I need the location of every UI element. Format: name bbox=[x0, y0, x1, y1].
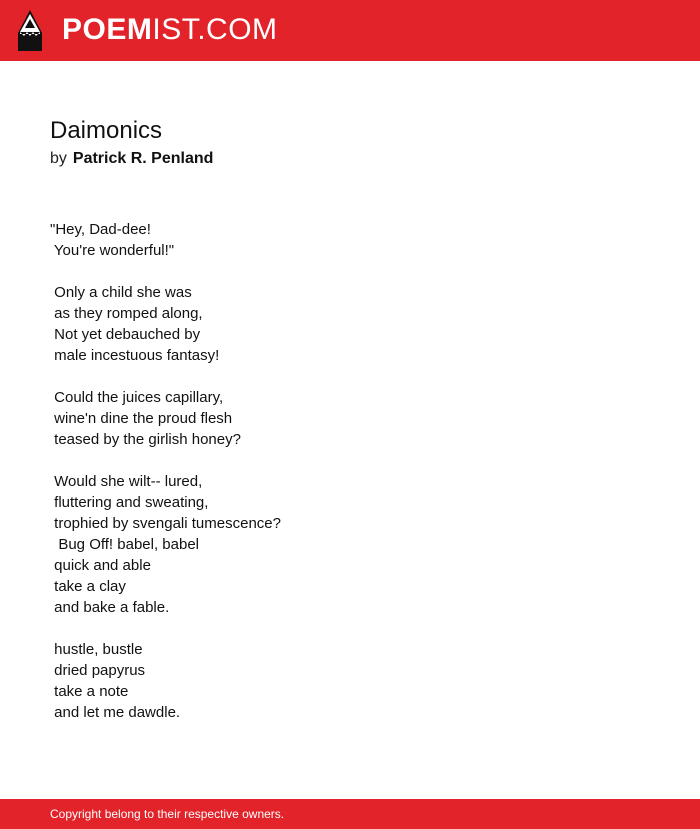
author-name: Patrick R. Penland bbox=[72, 150, 214, 167]
logo-text-bold: POEM bbox=[62, 13, 153, 46]
poem-title: Daimonics bbox=[50, 117, 163, 144]
poem-body: "Hey, Dad-dee! You're wonderful!" Only a child she was as they romped along, Not yet debauched by male incestuous fantasy! Could the juices capillary, wine'n dine the proud flesh teased by the girlish honey? Would she wilt-- lured, fluttering and sweating, trophied by svengali tumescence? Bug Off! babel, babel quick and able take a clay and bake a fable. hustle, bustle dried papyrus take a note and let me dawdle. bbox=[50, 221, 281, 721]
copyright-text: Copyright belong to their respective owners. bbox=[50, 807, 285, 821]
site-logo[interactable] bbox=[62, 13, 278, 47]
byline bbox=[50, 149, 213, 169]
site-footer bbox=[0, 799, 700, 829]
pencil-icon bbox=[17, 10, 43, 51]
logo-text-light: IST.COM bbox=[152, 13, 278, 46]
by-label: by bbox=[50, 150, 67, 167]
site-header bbox=[0, 0, 700, 61]
